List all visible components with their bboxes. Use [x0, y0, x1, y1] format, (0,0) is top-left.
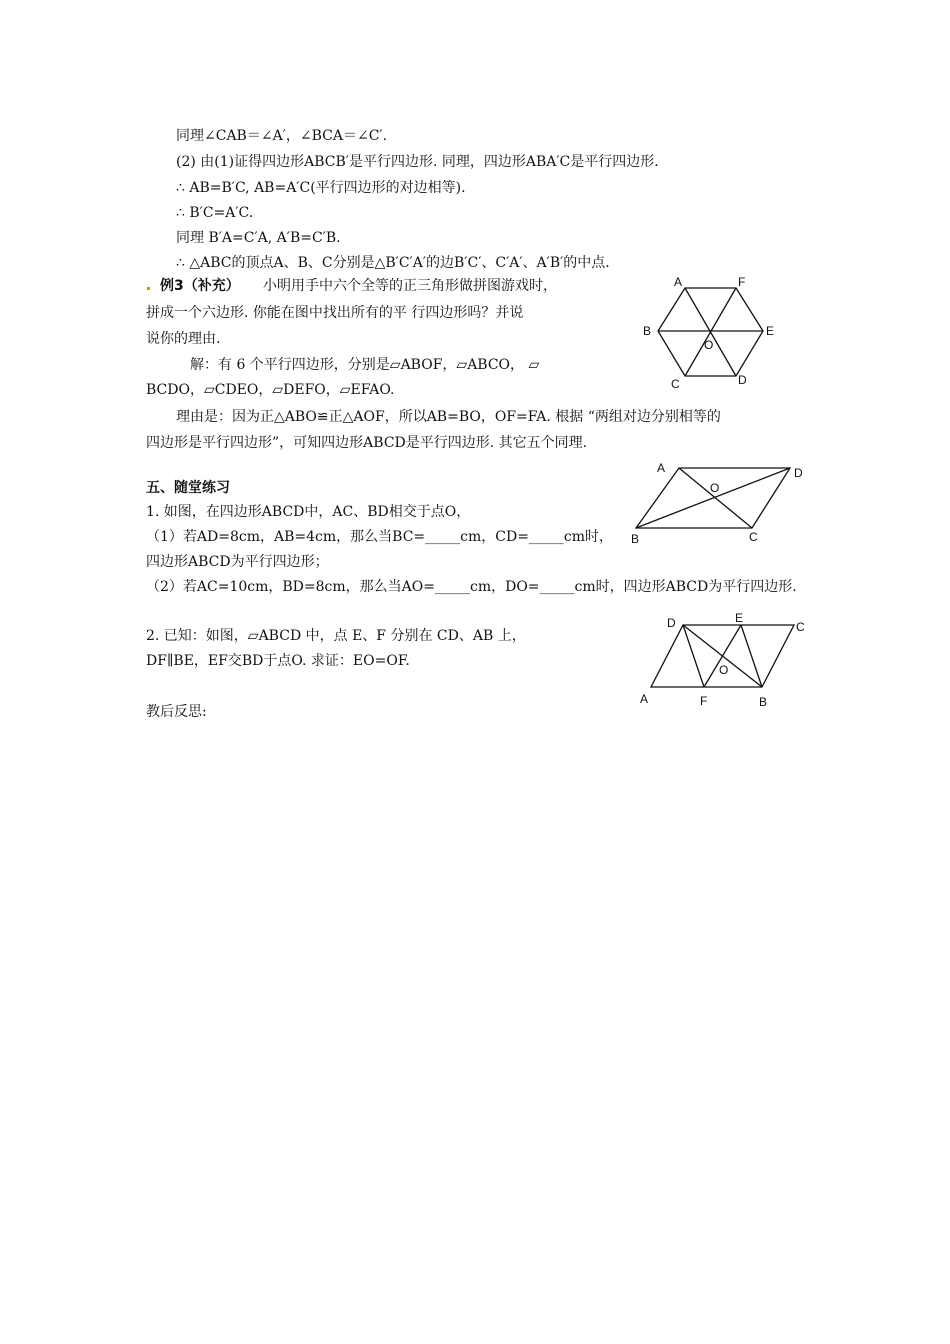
- pg1-label-a: A: [657, 461, 666, 475]
- reflection-label: 教后反思:: [146, 704, 207, 720]
- pg2-label-f: F: [700, 694, 708, 708]
- example3-solution-1: 解：有 6 个平行四边形，分别是▱ABOF，▱ABCO， ▱: [190, 357, 540, 373]
- section5-title: 五、随堂练习: [146, 480, 230, 496]
- q1-line-3: 四边形ABCD为平行四边形；: [146, 554, 329, 570]
- proof-line-2: (2) 由(1)证得四边形ABCB′是平行四边形. 同理，四边形ABA′C是平行四边形.: [176, 154, 659, 170]
- hex-label-d: D: [738, 373, 747, 387]
- q1-line-2: （1）若AD=8cm，AB=4cm，那么当BC=_____cm，CD=_____cm时，: [146, 529, 614, 545]
- proof-line-1: 同理∠CAB＝∠A′，∠BCA＝∠C′.: [176, 128, 388, 144]
- hex-label-f: F: [738, 275, 746, 289]
- hex-label-b: B: [643, 324, 652, 338]
- q1-line-4: （2）若AC=10cm，BD=8cm，那么当AO=_____cm，DO=_____cm时，四边形ABCD为平行四边形.: [146, 579, 797, 595]
- proof-line-4: ∴ B′C=A′C.: [176, 205, 254, 221]
- hexagon-figure: [638, 272, 788, 397]
- parallelogram-figure-2: [630, 608, 815, 713]
- pg1-label-b: B: [631, 532, 640, 546]
- pg1-label-c: C: [749, 530, 758, 544]
- example3-text-1: 小明用手中六个全等的正三角形做拼图游戏时，: [263, 278, 557, 294]
- pg2-label-e: E: [735, 611, 744, 625]
- pg1-label-d: D: [794, 466, 803, 480]
- pg1-label-o: O: [710, 481, 720, 495]
- hex-label-a: A: [674, 275, 683, 289]
- pg2-label-d: D: [667, 616, 676, 630]
- parallelogram-figure-1: [625, 458, 810, 548]
- example3-heading: 例3（补充）: [160, 278, 240, 294]
- pg2-label-b: B: [759, 695, 768, 709]
- hex-label-o: O: [704, 338, 714, 352]
- example3-reason-2: 四边形是平行四边形”，可知四边形ABCD是平行四边形. 其它五个同理.: [146, 435, 588, 451]
- example3-solution-2: BCDO，▱CDEO，▱DEFO，▱EFAO.: [146, 382, 395, 398]
- example3-text-3: 说你的理由.: [146, 331, 221, 347]
- example3-reason-1: 理由是：因为正△ABO≌正△AOF，所以AB=BO，OF=FA. 根据 “两组对边分别相等的: [176, 409, 721, 425]
- proof-line-5: 同理 B′A=C′A, A′B=C′B.: [176, 230, 341, 246]
- hex-label-c: C: [671, 377, 680, 391]
- proof-line-6: ∴ △ABC的顶点A、B、C分别是△B′C′A′的边B′C′、C′A′、A′B′的中点.: [176, 255, 610, 271]
- pg2-label-c: C: [796, 620, 805, 634]
- example3-text-2: 拼成一个六边形. 你能在图中找出所有的平 行四边形吗？并说: [146, 305, 524, 321]
- hex-label-e: E: [766, 324, 775, 338]
- bullet-dot: [147, 287, 150, 290]
- q1-line-1: 1. 如图，在四边形ABCD中，AC、BD相交于点O，: [146, 504, 471, 520]
- q2-line-1: 2. 已知：如图，▱ABCD 中，点 E、F 分别在 CD、AB 上，: [146, 628, 526, 644]
- proof-line-3: ∴ AB=B′C, AB=A′C(平行四边形的对边相等).: [176, 180, 466, 196]
- pg2-label-o: O: [719, 663, 729, 677]
- pg2-label-a: A: [640, 692, 649, 706]
- q2-line-2: DF∥BE，EF交BD于点O. 求证：EO=OF.: [146, 653, 410, 669]
